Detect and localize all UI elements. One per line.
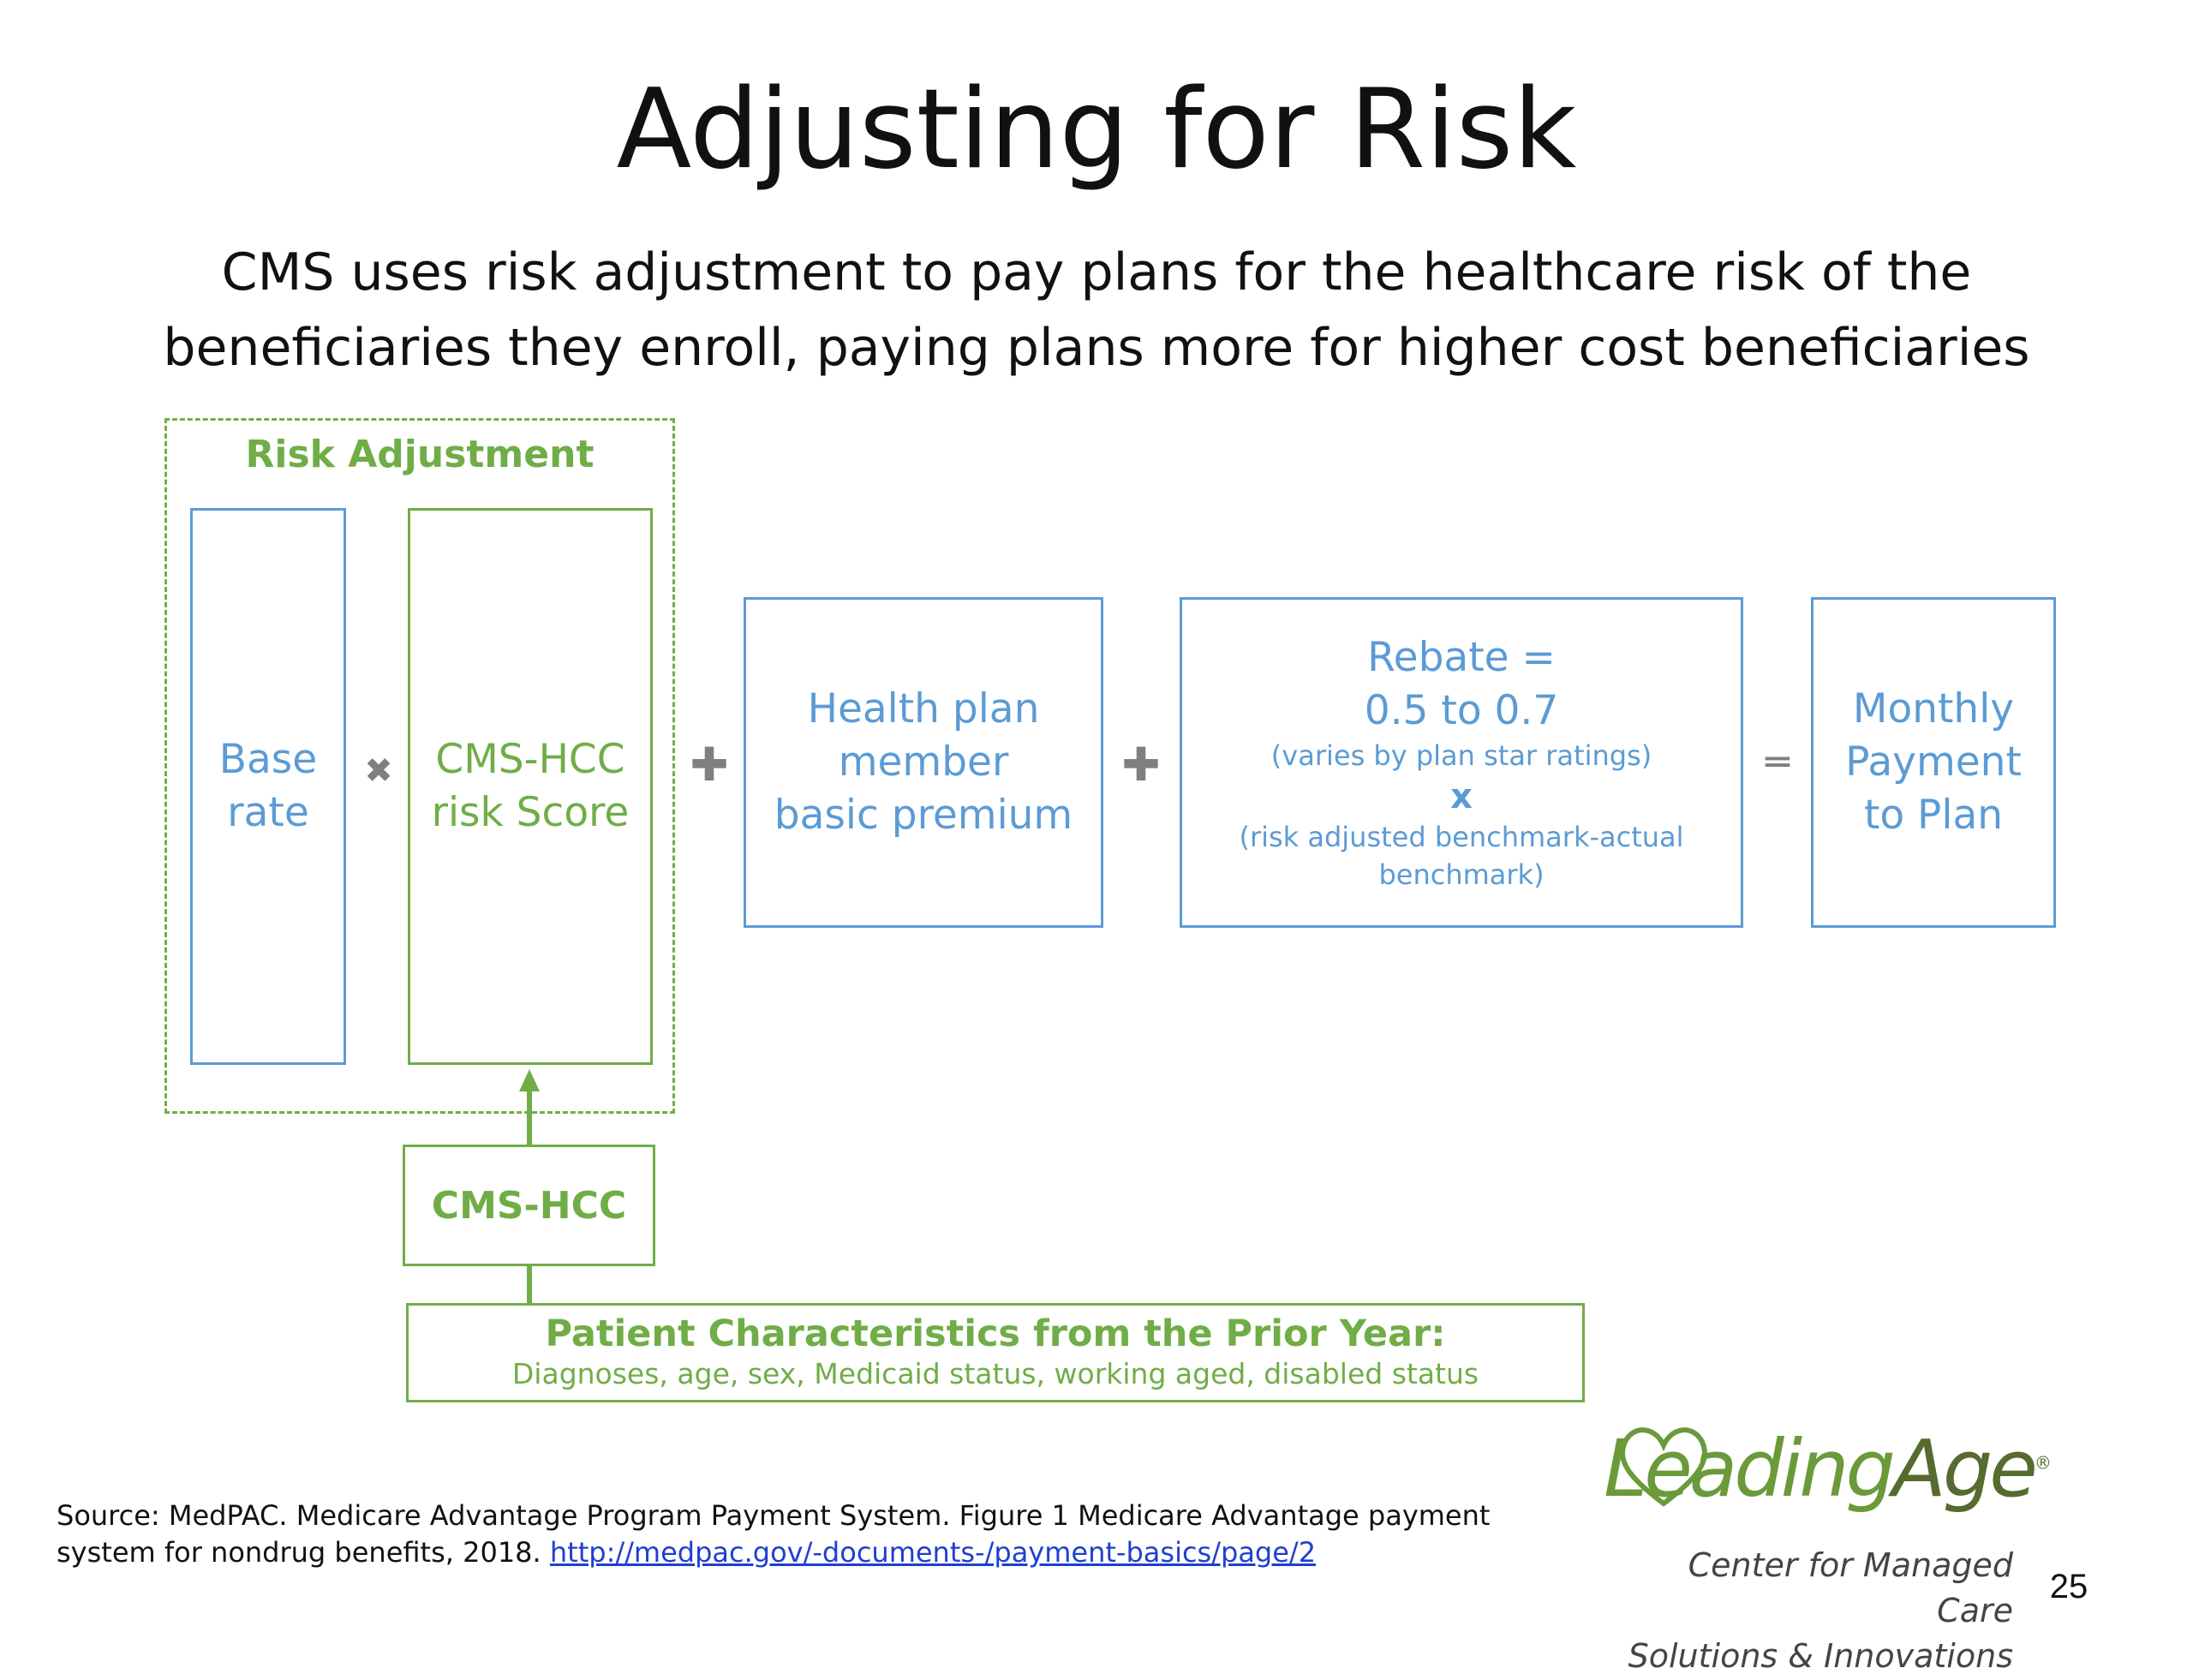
multiply-operator: ✖ xyxy=(364,751,393,791)
cms-hcc-model-box xyxy=(403,1145,655,1266)
rebate-note-2-line-1: (risk adjusted benchmark-actual xyxy=(1239,821,1684,854)
risk-score-box xyxy=(408,508,653,1065)
source-text: Source: MedPAC. Medicare Advantage Program Payment System. Figure 1 Medicare Advantage payment system for nondrug benefits, 2018. xyxy=(57,1499,1491,1569)
monthly-payment-box xyxy=(1811,597,2056,928)
logo-tagline-1: Center for Managed Care xyxy=(1688,1546,2013,1630)
patient-characteristics-detail: Diagnoses, age, sex, Medicaid status, working aged, disabled status xyxy=(511,1357,1479,1391)
risk-score-line-1: CMS-HCC xyxy=(435,735,625,783)
base-rate-line-2: rate xyxy=(227,789,309,836)
basic-premium-box xyxy=(744,597,1103,928)
risk-adjustment-label: Risk Adjustment xyxy=(245,433,595,476)
logo-tagline xyxy=(1604,1543,2013,1680)
payment-line-3: to Plan xyxy=(1863,792,2004,840)
logo-wordmark: LeadingAge® xyxy=(1604,1423,2052,1515)
premium-line-2: member xyxy=(838,738,1009,786)
rebate-line-2: 0.5 to 0.7 xyxy=(1364,687,1559,735)
subtitle-line-2: beneficiaries they enroll, paying plans more for higher cost beneficiaries xyxy=(163,318,2030,378)
patient-characteristics-title: Patient Characteristics from the Prior Year: xyxy=(545,1312,1446,1355)
source-citation xyxy=(57,1498,1530,1571)
cms-hcc-model-label: CMS-HCC xyxy=(431,1183,627,1228)
payment-line-2: Payment xyxy=(1845,738,2022,786)
source-link[interactable]: http://medpac.gov/-documents-/payment-basics/page/2 xyxy=(549,1536,1317,1569)
premium-line-3: basic premium xyxy=(774,792,1073,840)
leadingage-logo xyxy=(1604,1418,2052,1676)
equals-operator: ═ xyxy=(1766,738,1790,785)
rebate-box xyxy=(1180,597,1743,928)
logo-tagline-2: Solutions & Innovations xyxy=(1628,1637,2013,1676)
premium-line-1: Health plan xyxy=(807,685,1040,732)
base-rate-box xyxy=(190,508,346,1065)
rebate-line-1: Rebate = xyxy=(1367,634,1556,682)
payment-line-1: Monthly xyxy=(1852,685,2015,732)
base-rate-line-1: Base xyxy=(218,735,318,783)
page-number: 25 xyxy=(2049,1568,2088,1605)
rebate-note-2-line-2: benchmark) xyxy=(1378,858,1545,891)
subtitle-line-1: CMS uses risk adjustment to pay plans for the healthcare risk of the xyxy=(221,242,1972,302)
rebate-times: x xyxy=(1450,777,1473,817)
plus-operator-1: ✚ xyxy=(690,738,729,792)
plus-operator-2: ✚ xyxy=(1121,738,1161,792)
patient-characteristics-box xyxy=(406,1303,1585,1402)
rebate-note-1: (varies by plan star ratings) xyxy=(1270,739,1652,773)
risk-score-line-2: risk Score xyxy=(431,789,630,836)
slide-title: Adjusting for Risk xyxy=(616,66,1577,194)
